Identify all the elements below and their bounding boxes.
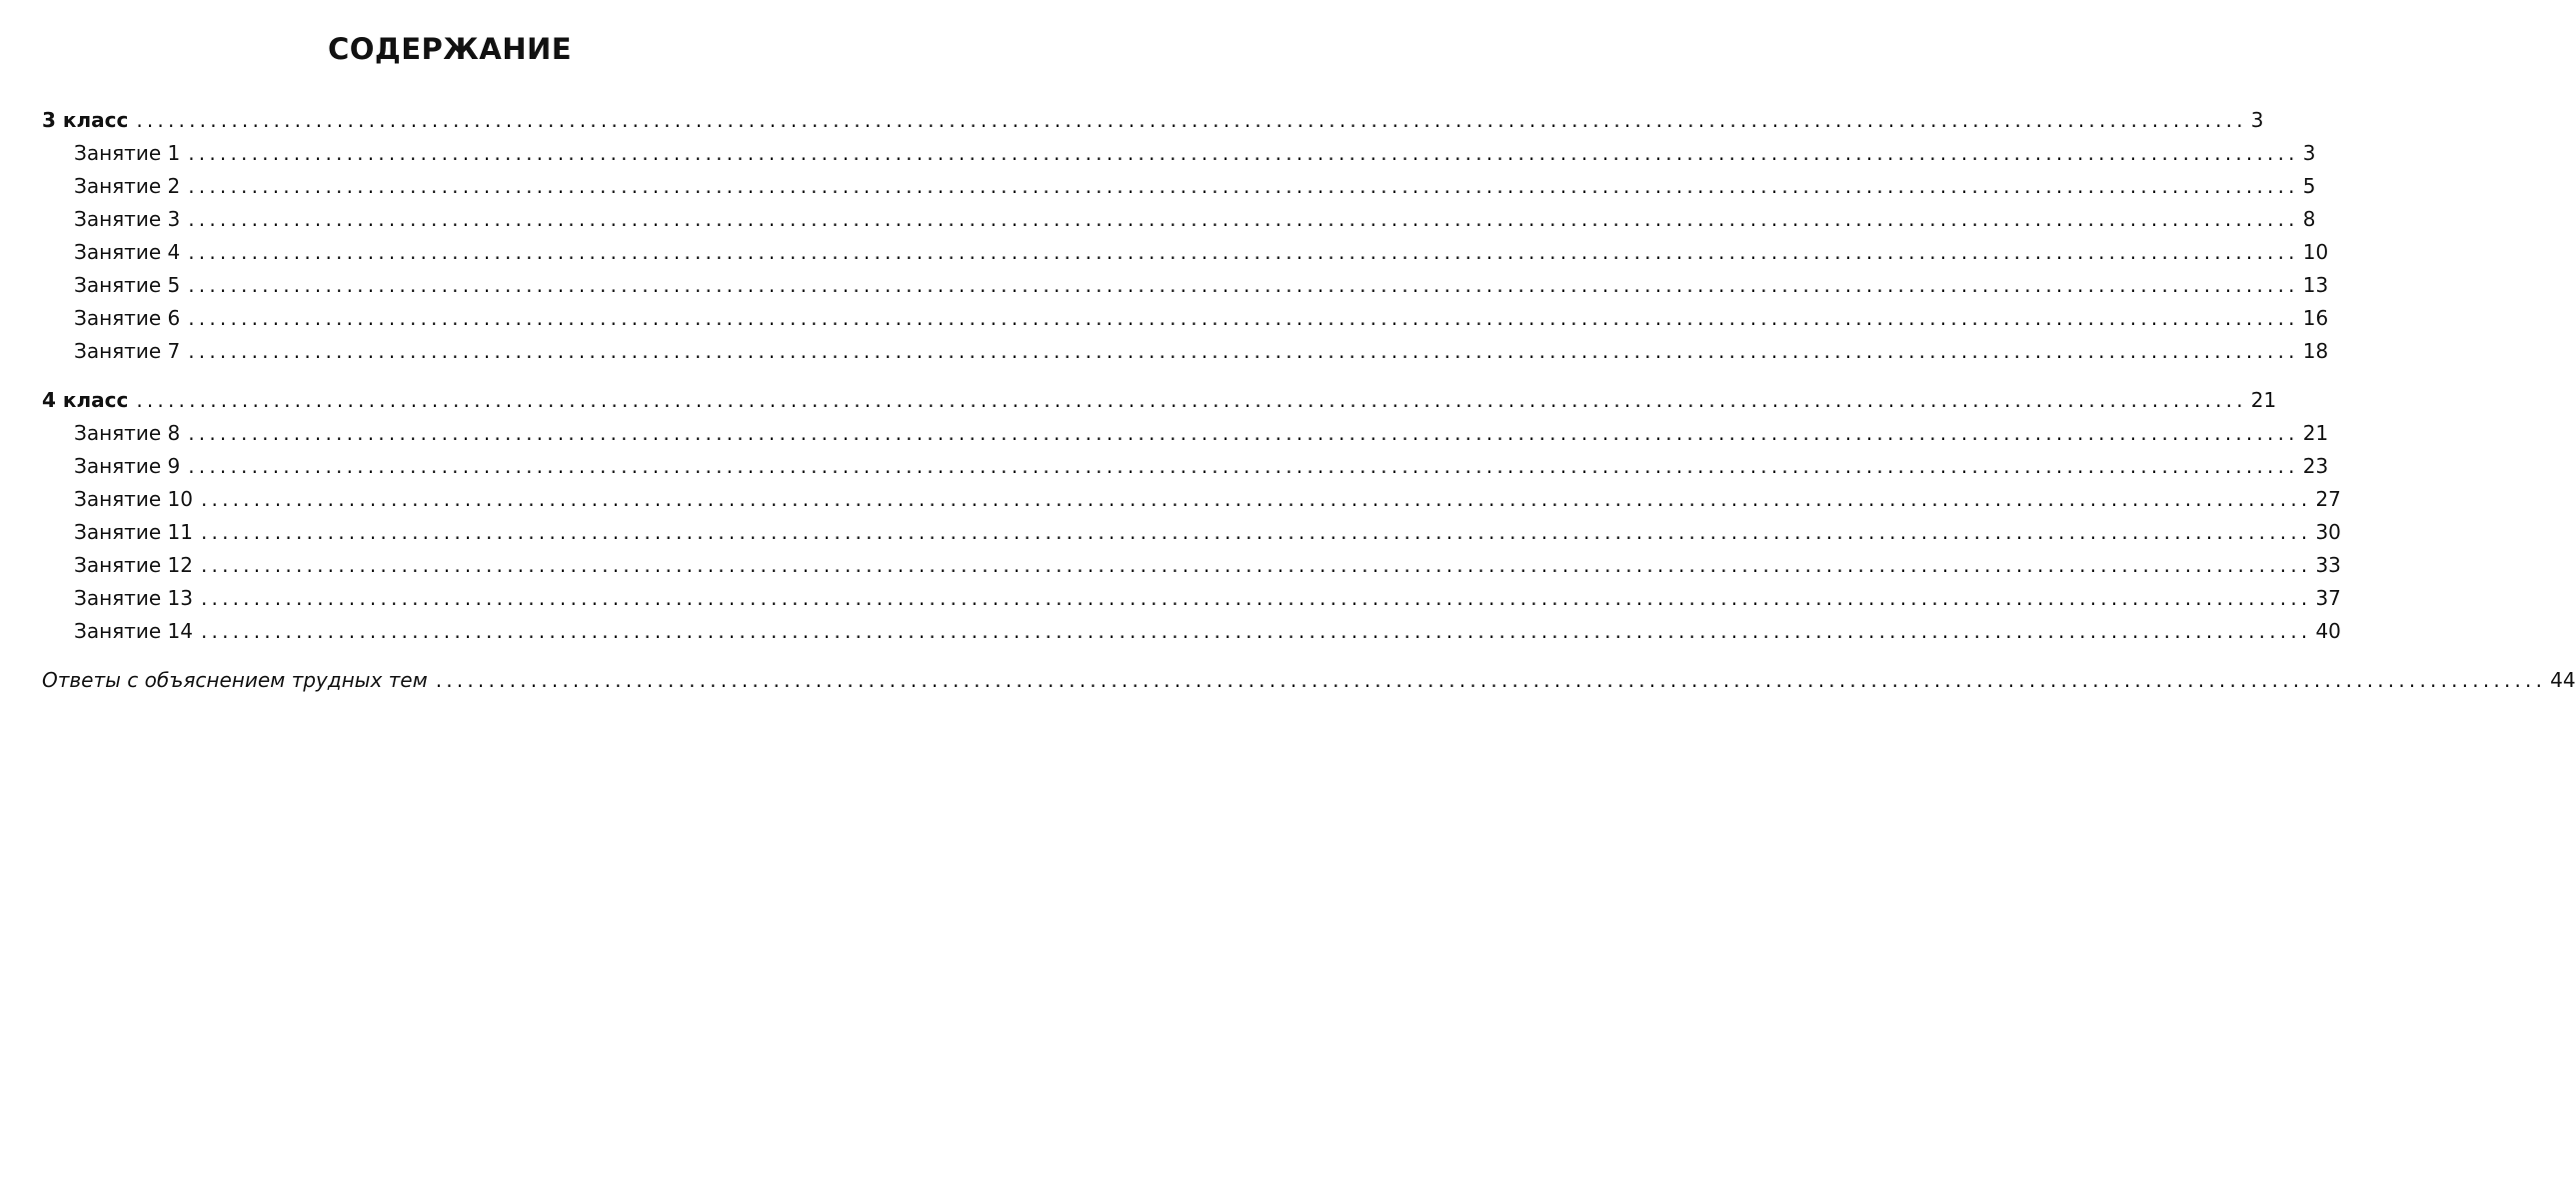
toc-page-number: 44 [2550, 668, 2576, 692]
toc-section-grade-3[interactable] [42, 104, 2264, 137]
dot-leader: ........................................................................................................................................................................................................ [136, 108, 2247, 132]
toc-entry[interactable] [42, 549, 2341, 582]
toc-entry[interactable] [42, 302, 2329, 335]
toc-entry[interactable] [42, 269, 2329, 302]
toc-page-number: 10 [2302, 240, 2329, 264]
toc-page-number: 27 [2315, 487, 2341, 511]
toc-entry-label: Занятие 12 [74, 553, 193, 577]
toc-entry[interactable] [42, 236, 2329, 269]
toc-entry-label: Занятие 1 [74, 141, 181, 165]
toc-section-label: 4 класс [42, 388, 129, 412]
dot-leader: ........................................................................................................................................................................................................ [136, 388, 2247, 412]
toc-entry-label: Занятие 14 [74, 619, 193, 643]
toc-page-number: 30 [2315, 520, 2341, 544]
dot-leader: ........................................................................................................................................................................................................ [200, 487, 2312, 511]
toc-entry[interactable] [42, 483, 2341, 516]
toc-page-number: 3 [2302, 141, 2316, 165]
dot-leader: ........................................................................................................................................................................................................ [200, 520, 2312, 544]
toc-answers-label: Ответы с объяснением трудных тем [42, 668, 428, 692]
toc-entry-label: Занятие 3 [74, 207, 181, 231]
toc-entry[interactable] [42, 137, 2316, 170]
toc-entry-label: Занятие 5 [74, 273, 181, 297]
toc-entry[interactable] [42, 417, 2329, 450]
toc-entry[interactable] [42, 203, 2316, 236]
toc-page-number: 13 [2302, 273, 2329, 297]
toc-section-label: 3 класс [42, 108, 129, 132]
toc-entry-label: Занятие 9 [74, 454, 181, 478]
toc-entry-label: Занятие 4 [74, 240, 181, 264]
toc-entry-label: Занятие 13 [74, 586, 193, 610]
toc-entry-label: Занятие 2 [74, 174, 181, 198]
toc-page-number: 18 [2302, 339, 2329, 363]
table-of-contents [42, 104, 2576, 697]
page-title: СОДЕРЖАНИЕ [327, 32, 573, 66]
dot-leader: ........................................................................................................................................................................................................ [200, 619, 2312, 643]
toc-page-number: 8 [2302, 207, 2316, 231]
dot-leader: ........................................................................................................................................................................................................ [200, 586, 2312, 610]
toc-entry-label: Занятие 11 [74, 520, 193, 544]
dot-leader: ........................................................................................................................................................................................................ [435, 668, 2547, 692]
dot-leader: ........................................................................................................................................................................................................ [188, 207, 2299, 231]
dot-leader: ........................................................................................................................................................................................................ [188, 273, 2299, 297]
toc-entry-label: Занятие 6 [74, 306, 181, 330]
toc-entry[interactable] [42, 450, 2329, 483]
toc-entry[interactable] [42, 335, 2329, 368]
toc-page-number: 33 [2315, 553, 2341, 577]
dot-leader: ........................................................................................................................................................................................................ [188, 174, 2299, 198]
dot-leader: ........................................................................................................................................................................................................ [200, 553, 2312, 577]
toc-page-number: 23 [2302, 454, 2329, 478]
toc-page-number: 40 [2315, 619, 2341, 643]
dot-leader: ........................................................................................................................................................................................................ [188, 421, 2299, 445]
dot-leader: ........................................................................................................................................................................................................ [188, 141, 2299, 165]
dot-leader: ........................................................................................................................................................................................................ [188, 339, 2299, 363]
toc-entry-label: Занятие 7 [74, 339, 181, 363]
toc-entry-label: Занятие 8 [74, 421, 181, 445]
toc-entry[interactable] [42, 516, 2341, 549]
toc-page-number: 21 [2250, 388, 2277, 412]
toc-answers-entry[interactable] [42, 664, 2576, 697]
toc-page-number: 16 [2302, 306, 2329, 330]
dot-leader: ........................................................................................................................................................................................................ [188, 306, 2299, 330]
toc-entry[interactable] [42, 170, 2316, 203]
dot-leader: ........................................................................................................................................................................................................ [188, 454, 2299, 478]
toc-entry-label: Занятие 10 [74, 487, 193, 511]
dot-leader: ........................................................................................................................................................................................................ [188, 240, 2299, 264]
toc-page-number: 3 [2250, 108, 2264, 132]
toc-page-number: 21 [2302, 421, 2329, 445]
toc-section-grade-4[interactable] [42, 384, 2277, 417]
toc-entry[interactable] [42, 615, 2341, 648]
toc-page-number: 37 [2315, 586, 2341, 610]
toc-page-number: 5 [2302, 174, 2316, 198]
toc-entry[interactable] [42, 582, 2341, 615]
